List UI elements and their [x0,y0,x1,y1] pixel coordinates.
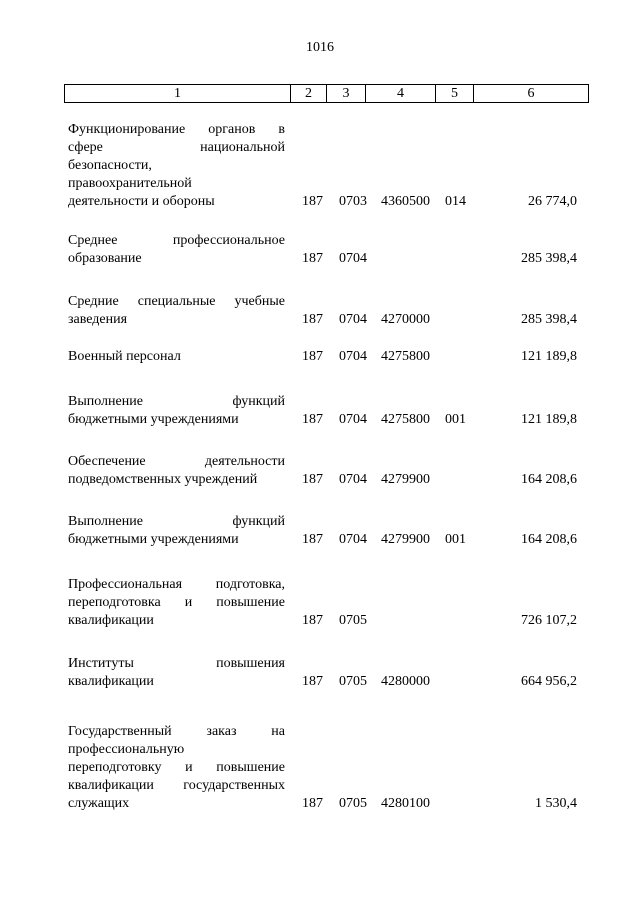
description-line: квалификации государственных [68,778,285,793]
row-col4: 4275800 [381,349,430,364]
row-col6: 164 208,6 [521,472,577,487]
row-col2: 187 [302,674,323,689]
row-description [68,655,285,691]
row-col3: 0704 [339,251,367,266]
description-line: Обеспечение деятельности [68,454,285,469]
column-header-2: 2 [291,85,327,103]
description-line: квалификации [68,674,154,689]
row-col2: 187 [302,472,323,487]
page-number: 1016 [306,40,334,55]
row-col4: 4280100 [381,796,430,811]
description-line: Выполнение функций [68,394,285,409]
row-description [68,393,285,429]
row-description [68,723,285,813]
description-line: сфере национальной [68,140,285,155]
description-line: Институты повышения [68,656,285,671]
row-col5: 001 [445,412,466,427]
description-line: бюджетными учреждениями [68,532,239,547]
description-line: образование [68,251,142,266]
row-col4: 4270000 [381,312,430,327]
description-line: подведомственных учреждений [68,472,258,487]
description-line: профессиональную [68,742,185,757]
row-description [68,348,285,366]
row-col3: 0705 [339,613,367,628]
column-header-4: 4 [366,85,436,103]
row-description [68,232,285,268]
row-col6: 121 189,8 [521,349,577,364]
description-line: Функционирование органов в [68,122,285,137]
row-col6: 121 189,8 [521,412,577,427]
row-col6: 664 956,2 [521,674,577,689]
column-header-row [65,85,589,103]
column-header-1: 1 [65,85,291,103]
row-col2: 187 [302,796,323,811]
description-line: Государственный заказ на [68,724,285,739]
row-col2: 187 [302,194,323,209]
row-col6: 726 107,2 [521,613,577,628]
description-line: бюджетными учреждениями [68,412,239,427]
description-line: безопасности, [68,158,152,173]
row-col3: 0704 [339,472,367,487]
column-header-table [64,84,589,103]
row-description [68,293,285,329]
row-col3: 0704 [339,312,367,327]
description-line: квалификации [68,613,154,628]
row-col3: 0704 [339,349,367,364]
row-col2: 187 [302,251,323,266]
row-col6: 1 530,4 [535,796,577,811]
description-line: переподготовка и повышение [68,595,285,610]
row-col4: 4360500 [381,194,430,209]
row-col3: 0705 [339,674,367,689]
row-col5: 001 [445,532,466,547]
row-col2: 187 [302,613,323,628]
description-line: Средние специальные учебные [68,294,285,309]
description-line: заведения [68,312,128,327]
row-col6: 164 208,6 [521,532,577,547]
row-col6: 285 398,4 [521,251,577,266]
row-col6: 285 398,4 [521,312,577,327]
description-line: служащих [68,796,130,811]
row-col3: 0704 [339,412,367,427]
row-col2: 187 [302,532,323,547]
row-col4: 4279900 [381,472,430,487]
row-col6: 26 774,0 [528,194,577,209]
column-header-6: 6 [474,85,589,103]
description-line: переподготовку и повышение [68,760,285,775]
row-col4: 4280000 [381,674,430,689]
row-col2: 187 [302,312,323,327]
row-description [68,576,285,630]
row-col2: 187 [302,349,323,364]
row-col4: 4279900 [381,532,430,547]
row-col3: 0705 [339,796,367,811]
row-col3: 0703 [339,194,367,209]
column-header-3: 3 [327,85,366,103]
description-line: деятельности и обороны [68,194,215,209]
description-line: правоохранительной [68,176,192,191]
description-line: Среднее профессиональное [68,233,285,248]
row-description [68,453,285,489]
description-line: Выполнение функций [68,514,285,529]
description-line: Военный персонал [68,349,181,364]
column-header-5: 5 [436,85,474,103]
row-col4: 4275800 [381,412,430,427]
description-line: Профессиональная подготовка, [68,577,285,592]
row-description [68,121,285,211]
row-col5: 014 [445,194,466,209]
row-description [68,513,285,549]
row-col3: 0704 [339,532,367,547]
row-col2: 187 [302,412,323,427]
